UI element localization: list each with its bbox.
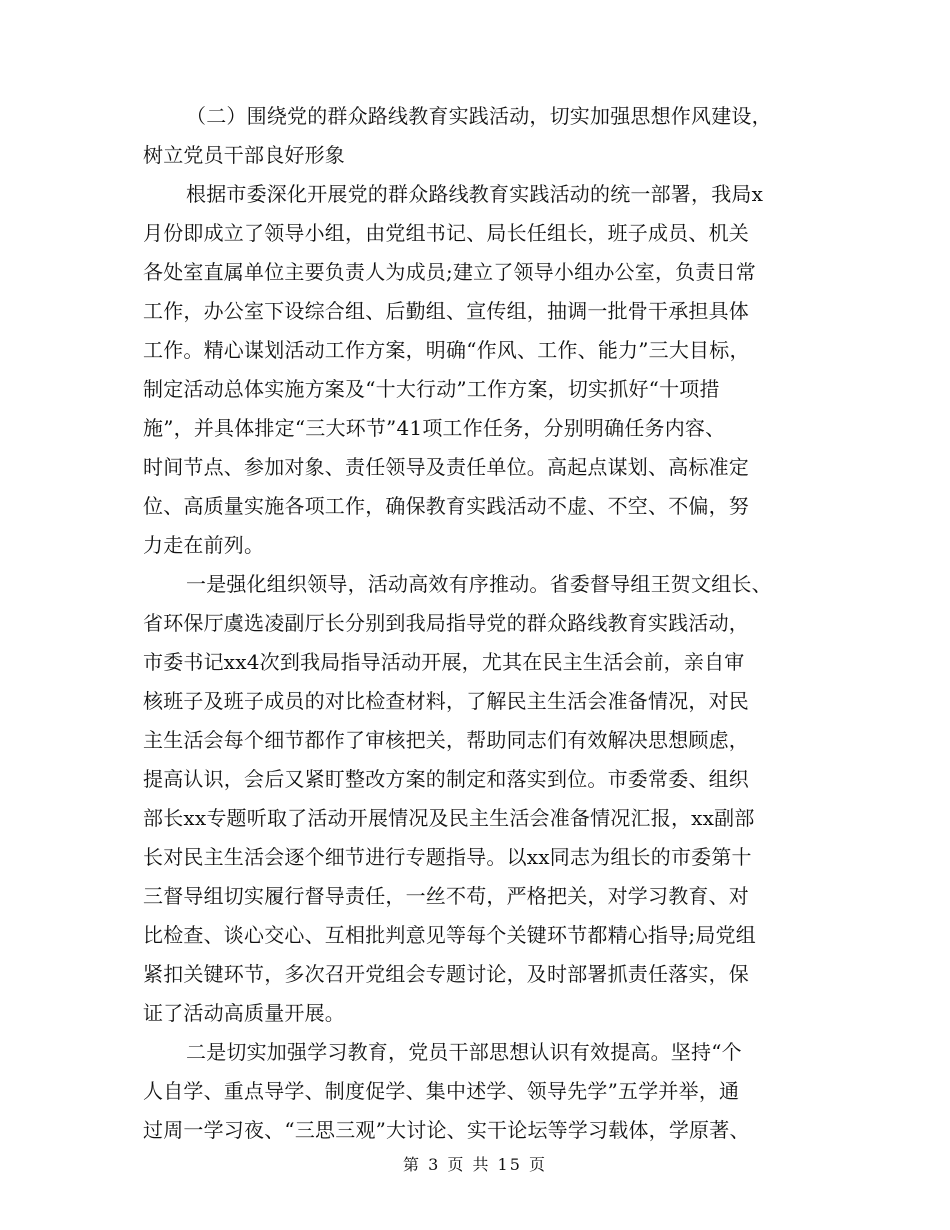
paragraph-line: 制定活动总体实施方案及“十大行动”工作方案，切实抓好“十项措 [143, 377, 720, 401]
paragraph-line: 核班子及班子成员的对比检查材料，了解民主生活会准备情况，对民 [143, 689, 749, 713]
paragraph-line: 各处室直属单位主要负责人为成员;建立了领导小组办公室，负责日常 [143, 260, 756, 284]
paragraph-line: 紧扣关键环节，多次召开党组会专题讨论，及时部署抓责任落实，保 [143, 962, 749, 986]
paragraph-line: 施”，并具体排定“三大环节”41项工作任务，分别明确任务内容、 [143, 416, 726, 440]
paragraph-line: 部长xx专题听取了活动开展情况及民主生活会准备情况汇报，xx副部 [143, 806, 755, 830]
paragraph-line: 过周一学习夜、“三思三观”大讨论、实干论坛等学习载体，学原著、 [143, 1118, 750, 1142]
section-heading-line-2: 树立党员干部良好形象 [143, 143, 345, 167]
paragraph-line: 工作，办公室下设综合组、后勤组、宣传组，抽调一批骨干承担具体 [143, 299, 749, 323]
paragraph-line: 三督导组切实履行督导责任，一丝不苟，严格把关，对学习教育、对 [143, 884, 749, 908]
paragraph-line: 位、高质量实施各项工作，确保教育实践活动不虚、不空、不偏，努 [143, 494, 749, 518]
paragraph-line: 主生活会每个细节都作了审核把关，帮助同志们有效解决思想顾虑， [143, 728, 749, 752]
paragraph-line: 力走在前列。 [143, 533, 265, 557]
paragraph-line: 月份即成立了领导小组，由党组书记、局长任组长，班子成员、机关 [143, 221, 749, 245]
paragraph-line: 工作。精心谋划活动工作方案，明确“作风、工作、能力”三大目标， [143, 338, 750, 362]
paragraph-line: 证了活动高质量开展。 [143, 1001, 345, 1025]
paragraph-line: 长对民主生活会逐个细节进行专题指导。以xx同志为组长的市委第十 [143, 845, 752, 869]
paragraph-line: 时间节点、参加对象、责任领导及责任单位。高起点谋划、高标准定 [143, 455, 749, 479]
paragraph-line: 省环保厅虞选凌副厅长分别到我局指导党的群众路线教育实践活动， [143, 611, 749, 635]
page-number-footer: 第 3 页 共 15 页 [403, 1155, 547, 1174]
paragraph-line: 比检查、谈心交心、互相批判意见等每个关键环节都精心指导;局党组 [143, 923, 756, 947]
section-heading-line-1: （二）围绕党的群众路线教育实践活动，切实加强思想作风建设， [186, 104, 772, 128]
paragraph-line: 一是强化组织领导，活动高效有序推动。省委督导组王贺文组长、 [186, 572, 772, 596]
paragraph-line: 提高认识，会后又紧盯整改方案的制定和落实到位。市委常委、组织 [143, 767, 749, 791]
paragraph-line: 人自学、重点导学、制度促学、集中述学、领导先学”五学并举，通 [143, 1079, 740, 1103]
paragraph-line: 市委书记xx4次到我局指导活动开展，尤其在民主生活会前，亲自审 [143, 650, 745, 674]
paragraph-line: 二是切实加强学习教育，党员干部思想认识有效提高。坚持“个 [186, 1040, 742, 1064]
paragraph-line: 根据市委深化开展党的群众路线教育实践活动的统一部署，我局x [186, 182, 764, 206]
